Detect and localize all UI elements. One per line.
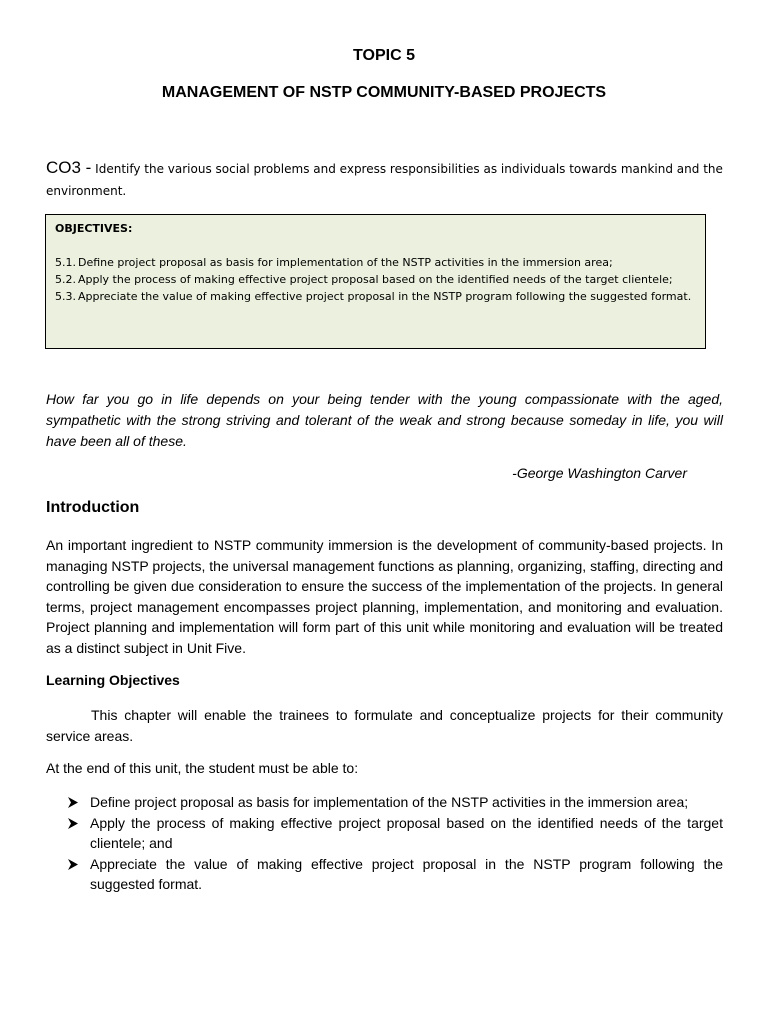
quote-attribution: -George Washington Carver: [512, 465, 687, 481]
introduction-paragraph: An important ingredient to NSTP community immersion is the development of community-based projects. In managing NSTP projects, the universal management functions as planning, organizing, staffing, directing and controlling be given due consideration to ensure the success of the implementation of the projects. In general terms, project management encompasses project planning, implementation, and monitoring and evaluation. Project planning and implementation will form part of this unit while monitoring and evaluation will be treated as a distinct subject in Unit Five.: [46, 537, 723, 656]
page-title: MANAGEMENT OF NSTP COMMUNITY-BASED PROJECTS: [161, 84, 607, 101]
objective-number: 5.3.: [55, 290, 76, 303]
course-outcome: [46, 157, 726, 202]
quote-text: How far you go in life depends on your being tender with the young compassionate with the aged, sympathetic with the strong striving and tolerant of the weak and strong because someday in life, you will have been all of these.: [46, 391, 723, 449]
course-outcome-text: Identify the various social problems and express responsibilities as individuals towards mankind and the environment.: [46, 162, 723, 198]
introduction-heading: Introduction: [46, 499, 140, 516]
learning-objectives-paragraph: This chapter will enable the trainees to formulate and conceptualize projects for their community service areas.: [46, 707, 723, 744]
arrowhead-bullet-icon: [46, 792, 90, 813]
learning-objectives-lead-in: At the end of this unit, the student must be able to:: [46, 760, 359, 776]
objective-text: Define project proposal as basis for implementation of the NSTP activities in the immersion area;: [78, 256, 613, 269]
arrowhead-bullet-icon: [46, 854, 90, 895]
objective-item: [55, 288, 698, 305]
list-item: [46, 792, 723, 813]
list-item: [46, 813, 723, 854]
objectives-box: [45, 214, 706, 349]
objective-number: 5.1.: [55, 256, 76, 269]
objectives-title: OBJECTIVES:: [55, 222, 133, 235]
objectives-list: [55, 254, 698, 305]
course-outcome-code: CO3 -: [46, 158, 92, 177]
list-item-text: Apply the process of making effective project proposal based on the identified needs of the target clientele; and: [90, 814, 723, 851]
learning-objectives-heading: Learning Objectives: [46, 672, 180, 688]
objective-item: [55, 254, 698, 271]
list-item-text: Appreciate the value of making effective project proposal in the NSTP program following the suggested format.: [90, 855, 723, 892]
objective-text: Apply the process of making effective project proposal based on the identified needs of the target clientele;: [78, 273, 673, 286]
objective-text: Appreciate the value of making effective project proposal in the NSTP program following the suggested format.: [78, 290, 692, 303]
arrowhead-bullet-icon: [46, 813, 90, 854]
list-item: [46, 854, 723, 895]
learning-objectives-list: [46, 792, 723, 895]
topic-number: TOPIC 5: [353, 47, 415, 64]
objective-number: 5.2.: [55, 273, 76, 286]
list-item-text: Define project proposal as basis for implementation of the NSTP activities in the immersion area;: [90, 794, 689, 810]
objective-item: [55, 271, 698, 288]
